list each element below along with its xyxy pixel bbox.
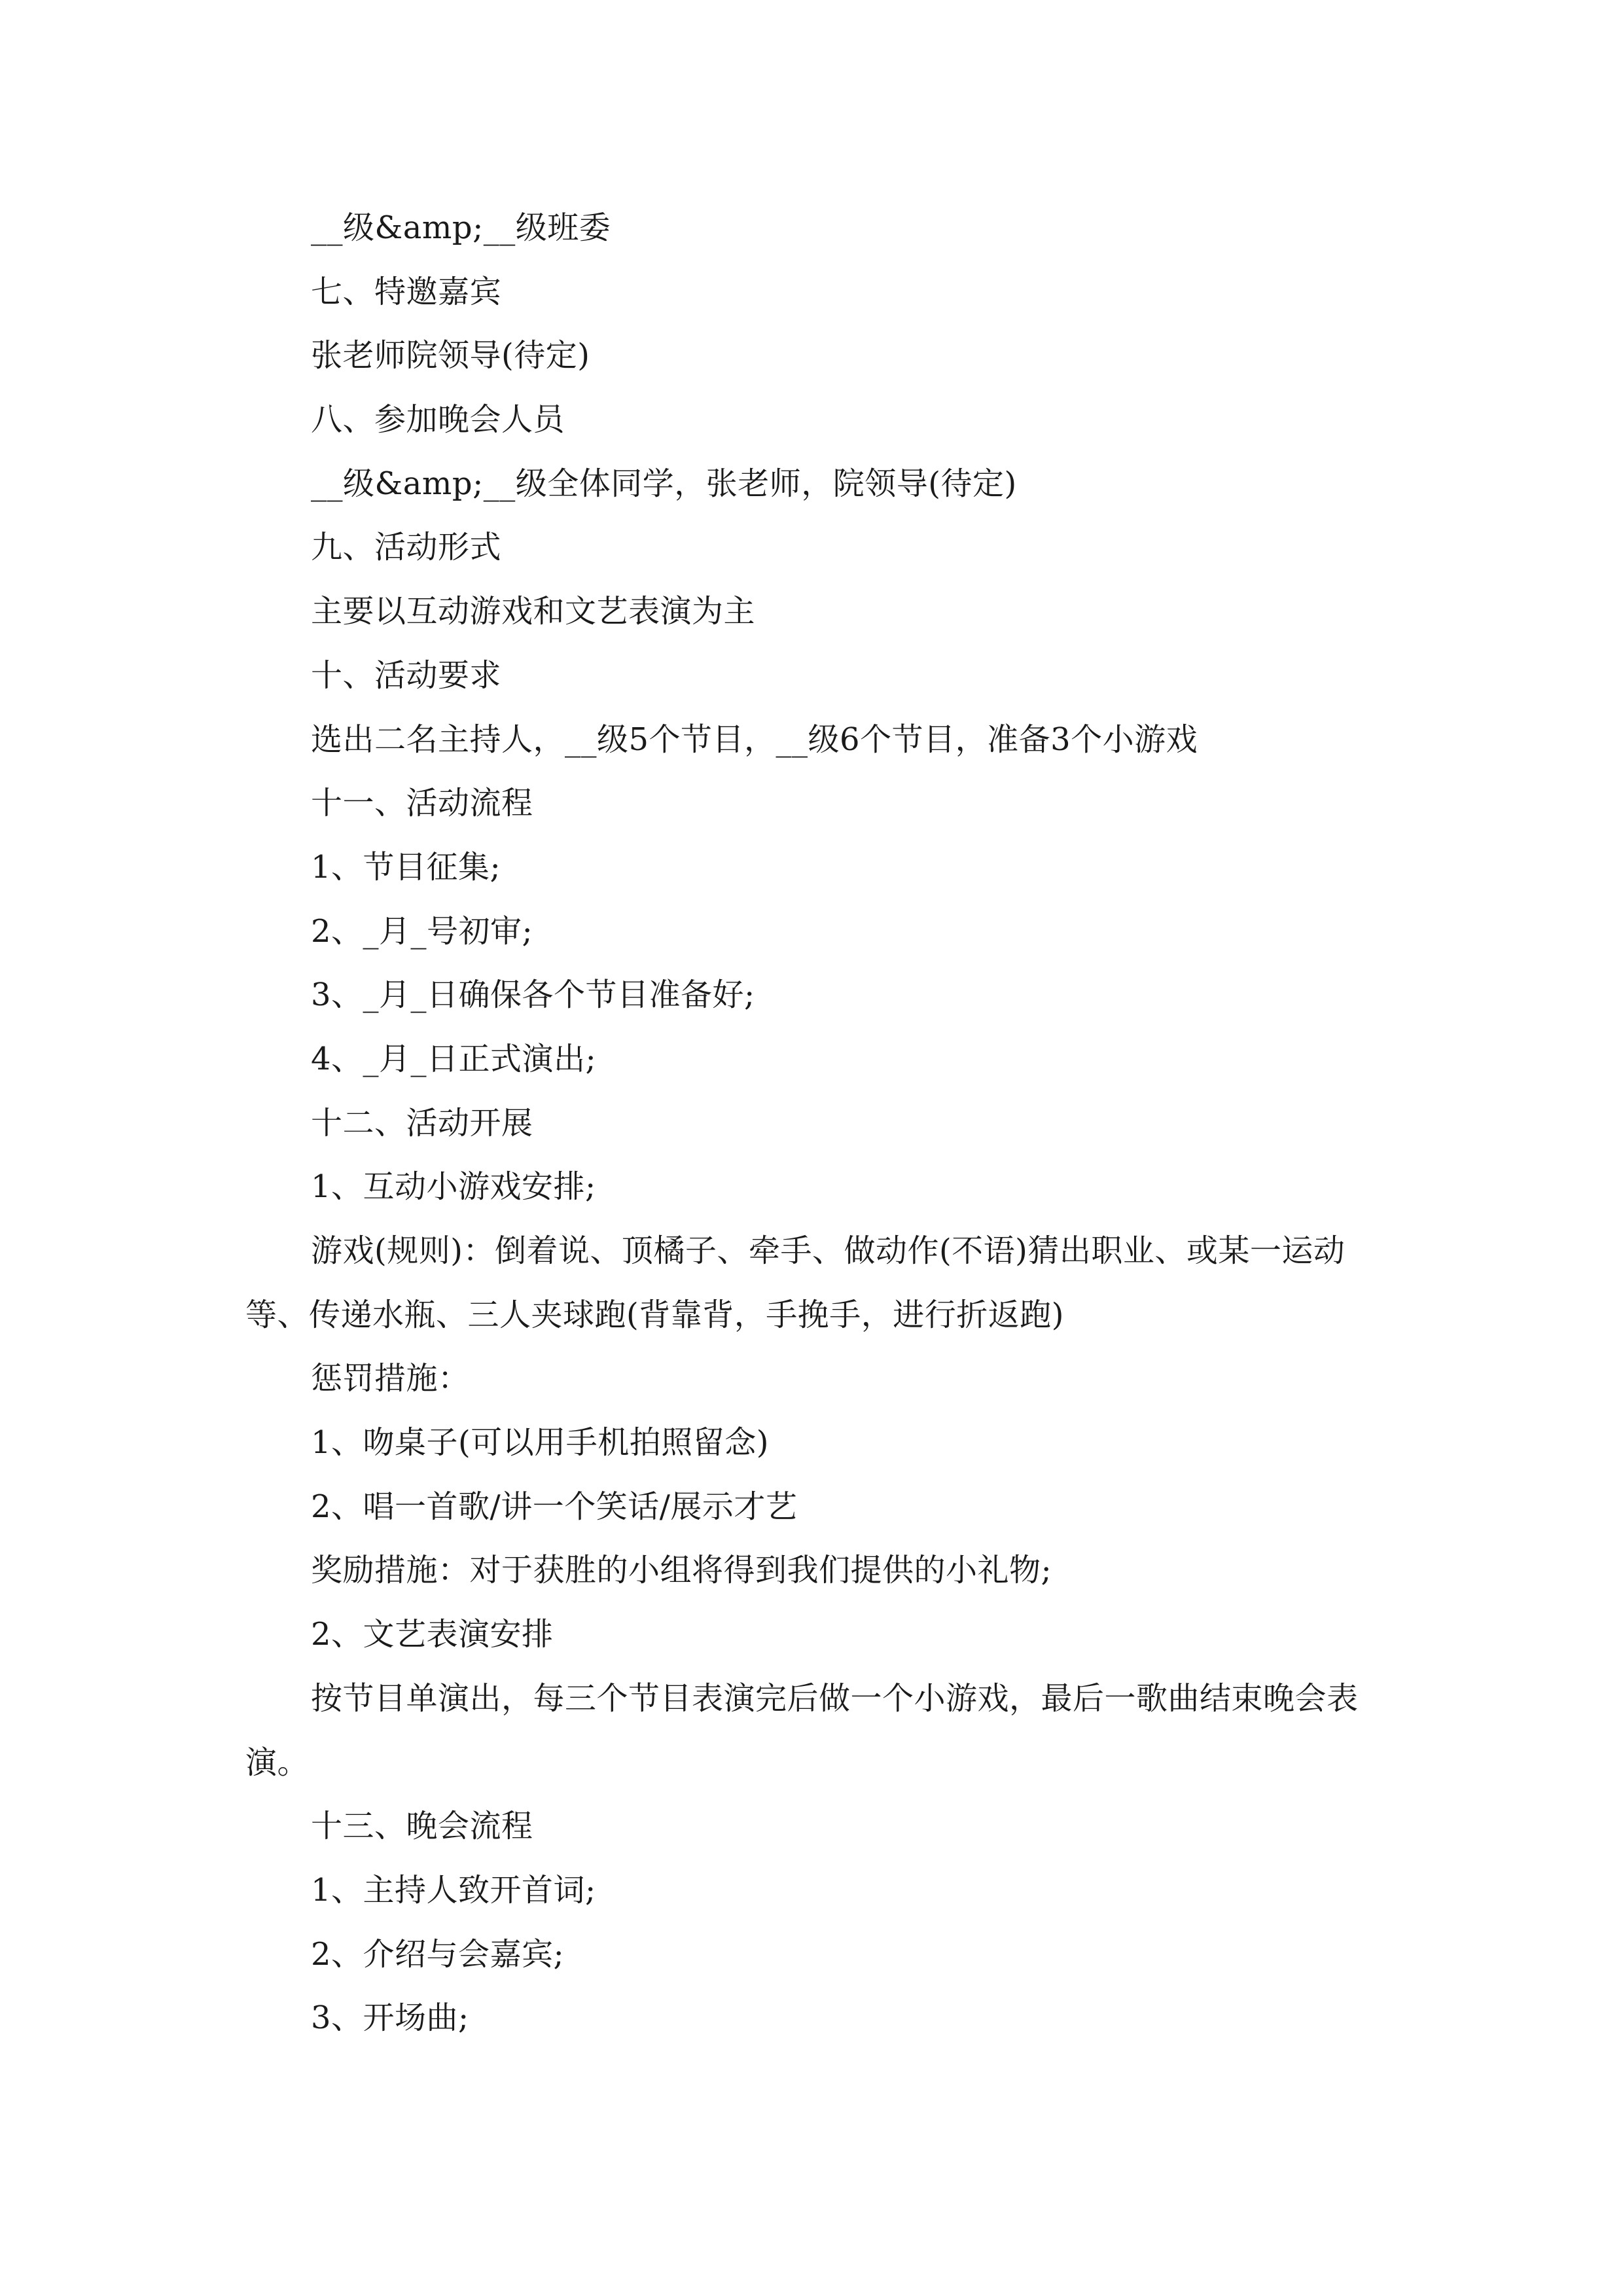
list-item: 1、互动小游戏安排; [311, 1168, 596, 1206]
text-line: 惩罚措施： [311, 1360, 470, 1397]
list-item: 3、_月_日确保各个节目准备好; [311, 977, 755, 1014]
list-item: 3、开场曲; [311, 2000, 469, 2037]
section-heading-7: 七、特邀嘉宾 [311, 273, 502, 310]
section-heading-11: 十一、活动流程 [311, 785, 533, 822]
section-heading-9: 九、活动形式 [311, 529, 502, 566]
section-heading-10: 十、活动要求 [311, 656, 502, 694]
section-heading-12: 十二、活动开展 [311, 1104, 533, 1141]
list-item: 2、文艺表演安排 [311, 1616, 554, 1653]
document-body [245, 196, 1378, 2051]
list-item: 2、介绍与会嘉宾; [311, 1935, 565, 1973]
list-item: 1、节目征集; [311, 848, 501, 886]
text-line: __级&amp;__级全体同学，张老师，院领导(待定) [311, 465, 1017, 502]
games-rules-paragraph: 游戏(规则)：倒着说、顶橘子、牵手、做动作(不语)猜出职业、或某一运动等、传递水瓶、三人夹球跑(背靠背，手挽手，进行折返跑) [245, 1232, 1346, 1333]
text-line: 选出二名主持人，__级5个节目，__级6个节目，准备3个小游戏 [311, 721, 1198, 758]
text-line: 奖励措施：对于获胜的小组将得到我们提供的小礼物; [311, 1552, 1052, 1589]
performance-paragraph: 按节目单演出，每三个节目表演完后做一个小游戏，最后一歌曲结束晚会表演。 [245, 1679, 1359, 1781]
list-item: 4、_月_日正式演出; [311, 1040, 597, 1077]
section-heading-8: 八、参加晚会人员 [311, 401, 565, 439]
list-item: 2、_月_号初审; [311, 912, 533, 950]
text-line: 张老师院领导(待定) [311, 337, 590, 374]
list-item: 2、唱一首歌/讲一个笑话/展示才艺 [311, 1488, 798, 1525]
list-item: 1、主持人致开首词; [311, 1871, 596, 1909]
text-line: __级&amp;__级班委 [311, 209, 611, 246]
text-line: 主要以互动游戏和文艺表演为主 [311, 593, 756, 630]
section-heading-13: 十三、晚会流程 [311, 1808, 533, 1845]
list-item: 1、吻桌子(可以用手机拍照留念) [311, 1424, 769, 1462]
